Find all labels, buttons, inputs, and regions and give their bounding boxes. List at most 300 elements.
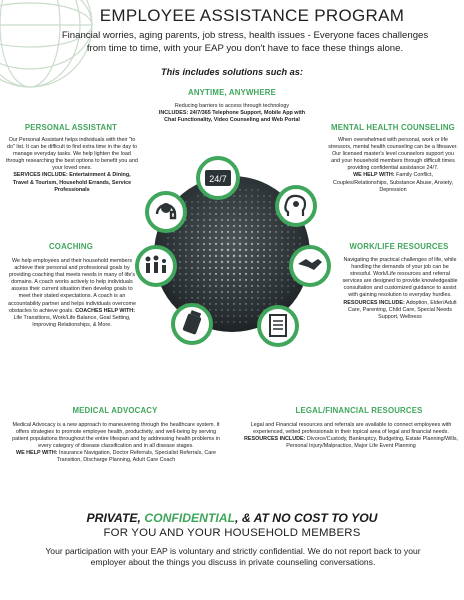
globe-dot — [209, 213, 211, 215]
worklife-title: WORK/LIFE RESOURCES — [349, 242, 449, 251]
family-icon — [137, 247, 175, 285]
globe-dot — [281, 279, 283, 281]
legal-body — [244, 422, 458, 450]
globe-dot — [221, 243, 224, 246]
globe-dot — [203, 255, 205, 257]
globe-dot — [269, 201, 270, 202]
globe-dot — [269, 255, 271, 257]
globe-dot — [257, 273, 259, 275]
globe-dot — [269, 261, 271, 263]
globe-dot — [197, 273, 199, 275]
globe-dot — [275, 231, 277, 233]
globe-dot — [257, 267, 259, 269]
globe-dot — [191, 267, 193, 269]
globe-dot — [185, 255, 187, 257]
globe-dot — [221, 261, 224, 264]
footer-private: PRIVATE — [86, 511, 138, 525]
globe-dot — [239, 261, 242, 264]
globe-dot — [281, 267, 283, 269]
coaching-title: COACHING — [48, 242, 94, 251]
globe-dot — [245, 315, 246, 316]
globe-dot — [233, 273, 235, 275]
globe-dot — [221, 231, 223, 233]
globe-dot — [191, 279, 193, 281]
globe-dot — [209, 285, 211, 287]
globe-dot — [263, 267, 265, 269]
globe-dot — [227, 315, 228, 316]
globe-dot — [173, 237, 174, 238]
globe-dot — [263, 291, 265, 293]
globe-dot — [221, 297, 223, 299]
globe-dot — [281, 249, 283, 251]
globe-dot — [281, 243, 283, 245]
globe-dot — [221, 321, 222, 322]
globe-dot — [209, 309, 210, 310]
globe-dot — [209, 201, 211, 203]
globe-dot — [233, 291, 235, 293]
globe-dot — [293, 237, 294, 238]
globe-dot — [227, 225, 229, 227]
globe-dot — [287, 285, 288, 286]
globe-dot — [191, 249, 193, 251]
globe-dot — [275, 261, 277, 263]
globe-dot — [233, 255, 236, 258]
headset-icon — [147, 193, 185, 231]
globe-dot — [197, 285, 199, 287]
globe-dot — [233, 231, 235, 233]
globe-dot — [185, 201, 186, 202]
page-title: EMPLOYEE ASSISTANCE PROGRAM — [99, 6, 405, 25]
globe-dot — [173, 249, 175, 251]
mental-help: Family Conflict, Couples/Relationships, Substance Abuse, Anxiety, Depression — [332, 172, 454, 193]
globe-dot — [269, 231, 271, 233]
globe-dot — [251, 249, 253, 251]
globe-dot — [251, 291, 253, 293]
footer-tagline — [0, 511, 464, 525]
globe-dot — [287, 267, 289, 269]
globe-dot — [221, 267, 224, 270]
solutions-heading: This includes solutions such as: — [161, 67, 303, 77]
globe-dot — [185, 297, 186, 298]
clock-24-7-icon — [198, 158, 238, 198]
globe-dot — [245, 195, 246, 196]
globe-dot — [251, 315, 252, 316]
globe-dot — [251, 207, 253, 209]
globe-dot — [173, 285, 174, 286]
globe-dot — [287, 231, 288, 232]
globe-dot — [203, 195, 204, 196]
globe-dot — [257, 243, 259, 245]
footer-sep2: , & — [235, 511, 254, 525]
globe-dot — [179, 279, 181, 281]
globe-dot — [245, 201, 247, 203]
globe-dot — [215, 267, 217, 269]
globe-dot — [257, 297, 259, 299]
globe-dot — [263, 219, 265, 221]
globe-dot — [251, 213, 253, 215]
globe-dot — [299, 237, 300, 238]
globe-dot — [251, 297, 253, 299]
globe-dot — [257, 231, 259, 233]
footer-no-cost: AT NO COST TO YOU — [253, 511, 378, 525]
globe-dot — [209, 255, 211, 257]
globe-dot — [245, 189, 246, 190]
globe-dot — [197, 255, 199, 257]
globe-dot — [251, 189, 252, 190]
globe-dot — [185, 243, 187, 245]
globe-dot — [239, 321, 240, 322]
globe-dot — [209, 219, 211, 221]
globe-dot — [221, 225, 223, 227]
footer-confidential: CONFIDENTIAL — [144, 511, 236, 525]
globe-dot — [173, 243, 174, 244]
medical-help: Insurance Navigation, Doctor Referrals, Specialist Referrals, Care Transition, Discharge Planning, Adult Care Coach — [56, 450, 217, 464]
globe-dot — [203, 249, 205, 251]
coaching-help-label: COACHES HELP WITH: — [75, 307, 136, 314]
anytime-includes-label: INCLUDES: — [158, 110, 189, 117]
globe-dot — [245, 309, 247, 311]
globe-dot — [239, 273, 241, 275]
personal-services-label: SERVICES INCLUDE: — [13, 172, 68, 179]
anytime-title: ANYTIME, ANYWHERE — [187, 88, 276, 97]
globe-dot — [239, 201, 241, 203]
globe-dot — [233, 249, 236, 252]
globe-dot — [221, 279, 223, 281]
globe-dot — [257, 237, 259, 239]
worklife-body — [340, 257, 460, 321]
globe-dot — [221, 303, 223, 305]
globe-dot — [239, 303, 241, 305]
globe-dot — [275, 225, 277, 227]
anytime-body-text: Reducing barriers to access through technology — [174, 103, 290, 109]
personal-body-text: Our Personal Assistant helps individuals with their "to do" list. It can be difficult to find extra time in the day to manage everyday tasks. We help lighten the load through researching the best options to benefit you and your loved ones. — [6, 137, 138, 172]
globe-dot — [233, 315, 234, 316]
globe-dot — [263, 285, 265, 287]
globe-dot — [179, 273, 181, 275]
globe-dot — [287, 273, 288, 274]
globe-dot — [173, 291, 174, 292]
globe-dot — [215, 201, 217, 203]
globe-dot — [269, 213, 271, 215]
globe-dot — [281, 237, 283, 239]
globe-dot — [251, 195, 252, 196]
globe-dot — [167, 243, 168, 244]
globe-dot — [287, 237, 289, 239]
globe-dot — [221, 201, 223, 203]
globe-dot — [281, 285, 282, 286]
globe-dot — [239, 207, 241, 209]
globe-dot — [209, 249, 211, 251]
globe-dot — [269, 243, 271, 245]
globe-dot — [191, 255, 193, 257]
globe-dot — [245, 243, 248, 246]
globe-dot — [293, 243, 294, 244]
document-icon — [259, 307, 297, 345]
globe-dot — [239, 195, 241, 197]
globe-dot — [191, 237, 193, 239]
globe-dot — [215, 213, 217, 215]
globe-dot — [203, 237, 205, 239]
globe-dot — [263, 225, 265, 227]
mental-body-text: When overwhelmed with personal, work or life stressors, mental health counseling can be a lifesaver. Our licensed master's level counselors support you and your household members through difficult times providing confidential assistance 24/7. — [328, 137, 458, 172]
globe-dot — [239, 315, 240, 316]
globe-dot — [257, 219, 259, 221]
globe-dot — [251, 267, 253, 269]
globe-dot — [233, 321, 234, 322]
globe-dot — [203, 213, 205, 215]
globe-dot — [257, 261, 259, 263]
globe-dot — [173, 279, 174, 280]
globe-dot — [245, 237, 247, 239]
globe-dot — [233, 207, 235, 209]
clock-text: 24/7 — [209, 174, 227, 184]
medical-body-text: Medical Advocacy is a new approach to maneuvering through the healthcare system. It offers strategies to promote employee health, productivity, and well-being by serving patient populations throughout the entire lifespan and by addressing health problems in every category of disease classification and in all disease stages. — [12, 422, 220, 450]
globe-dot — [257, 279, 259, 281]
personal-body — [6, 137, 138, 194]
globe-dot — [227, 267, 230, 270]
globe-dot — [197, 213, 199, 215]
globe-dot — [209, 279, 211, 281]
globe-dot — [203, 279, 205, 281]
globe-dot — [227, 285, 229, 287]
globe-dot — [251, 231, 253, 233]
globe-dot — [209, 231, 211, 233]
globe-dot — [197, 195, 198, 196]
globe-dot — [233, 219, 235, 221]
globe-dot — [239, 189, 240, 190]
globe-dot — [251, 273, 253, 275]
globe-dot — [203, 297, 205, 299]
globe-dot — [257, 285, 259, 287]
globe-dot — [293, 249, 294, 250]
globe-dot — [215, 261, 218, 264]
globe-dot — [245, 249, 248, 252]
globe-dot — [191, 243, 193, 245]
globe-dot — [257, 315, 258, 316]
globe-dot — [245, 213, 247, 215]
globe-dot — [251, 225, 253, 227]
globe-dot — [275, 291, 277, 293]
globe-dot — [233, 225, 235, 227]
globe-dot — [215, 255, 218, 258]
globe-dot — [221, 207, 223, 209]
globe-dot — [179, 267, 181, 269]
globe-dot — [179, 291, 180, 292]
globe-dot — [197, 201, 198, 202]
globe-dot — [263, 303, 264, 304]
globe-dot — [227, 237, 230, 240]
globe-dot — [185, 231, 187, 233]
globe-dot — [239, 237, 242, 240]
globe-dot — [245, 303, 247, 305]
globe-dot — [203, 243, 205, 245]
globe-dot — [203, 201, 204, 202]
globe-dot — [257, 195, 258, 196]
medical-help-label: WE HELP WITH: — [15, 450, 58, 457]
globe-dot — [215, 309, 217, 311]
globe-dot — [269, 285, 271, 287]
globe-dot — [215, 297, 217, 299]
globe-dot — [239, 219, 241, 221]
globe-dot — [257, 303, 259, 305]
globe-dot — [221, 309, 223, 311]
globe-dot — [203, 261, 205, 263]
globe-dot — [287, 279, 288, 280]
footer-sep1: , — [137, 511, 145, 525]
globe-dot — [215, 243, 218, 246]
globe-dot — [263, 207, 265, 209]
globe-dot — [227, 309, 229, 311]
globe-dot — [233, 309, 235, 311]
globe-dot — [203, 303, 205, 305]
globe-dot — [257, 309, 258, 310]
globe-dot — [191, 207, 192, 208]
globe-dot — [221, 273, 223, 275]
worklife-resources-label: RESOURCES INCLUDE: — [343, 299, 405, 306]
globe-dot — [227, 297, 229, 299]
globe-dot — [227, 249, 230, 252]
globe-dot — [245, 273, 247, 275]
globe-dot — [263, 297, 265, 299]
globe-dot — [239, 255, 242, 258]
globe-dot — [209, 261, 211, 263]
globe-dot — [239, 297, 241, 299]
globe-dot — [203, 285, 205, 287]
globe-dot — [233, 303, 235, 305]
globe-dot — [287, 243, 289, 245]
globe-dot — [257, 249, 259, 251]
footer-household: FOR YOU AND YOUR HOUSEHOLD MEMBERS — [103, 527, 361, 539]
globe-dot — [245, 267, 248, 270]
globe-dot — [239, 249, 242, 252]
globe-dot — [197, 231, 199, 233]
globe-dot — [227, 219, 229, 221]
globe-dot — [257, 213, 259, 215]
globe-dot — [191, 285, 193, 287]
globe-dot — [209, 237, 211, 239]
coaching-body — [6, 258, 138, 329]
globe-dot — [287, 291, 288, 292]
globe-dot — [203, 231, 205, 233]
globe-dot — [245, 261, 248, 264]
globe-dot — [179, 255, 181, 257]
globe-dot — [251, 309, 252, 310]
globe-dot — [233, 201, 235, 203]
globe-dot — [203, 267, 205, 269]
medical-bottle-icon — [173, 305, 211, 343]
globe-dot — [293, 285, 294, 286]
globe-dot — [203, 273, 205, 275]
globe-dot — [281, 273, 283, 275]
globe-dot — [281, 297, 282, 298]
globe-dot — [179, 285, 180, 286]
globe-dot — [221, 315, 222, 316]
globe-dot — [299, 243, 300, 244]
globe-dot — [209, 291, 211, 293]
globe-dot — [197, 279, 199, 281]
globe-dot — [263, 213, 265, 215]
globe-dot — [251, 237, 253, 239]
globe-dot — [269, 297, 271, 299]
globe-dot — [245, 279, 247, 281]
globe-dot — [185, 279, 187, 281]
globe-dot — [197, 243, 199, 245]
globe-dot — [185, 291, 186, 292]
globe-dot — [269, 207, 270, 208]
globe-dot — [191, 213, 193, 215]
globe-dot — [269, 237, 271, 239]
globe-dot — [179, 297, 180, 298]
globe-dot — [233, 285, 235, 287]
legal-resources: Divorce/Custody, Bankruptcy, Budgeting, Estate Planning/Wills, Personal Injury/Malpractice, Major Life Event Planning — [286, 436, 459, 450]
globe-dot — [287, 255, 289, 257]
globe-dot — [203, 291, 205, 293]
globe-dot — [215, 249, 218, 252]
globe-dot — [191, 291, 193, 293]
globe-dot — [263, 237, 265, 239]
globe-dot — [281, 261, 283, 263]
globe-dot — [245, 225, 247, 227]
globe-dot — [233, 279, 235, 281]
personal-title: PERSONAL ASSISTANT — [24, 123, 118, 132]
globe-dot — [245, 285, 247, 287]
globe-dot — [209, 273, 211, 275]
globe-dot — [251, 201, 253, 203]
globe-dot — [239, 309, 241, 311]
globe-dot — [269, 303, 270, 304]
globe-dot — [227, 243, 230, 246]
globe-dot — [233, 243, 236, 246]
globe-dot — [251, 243, 253, 245]
globe-dot — [221, 285, 223, 287]
globe-dot — [209, 225, 211, 227]
globe-dot — [239, 213, 241, 215]
globe-dot — [257, 291, 259, 293]
globe-dot — [263, 249, 265, 251]
globe-dot — [209, 267, 211, 269]
globe-dot — [227, 273, 229, 275]
globe-dot — [269, 273, 271, 275]
globe-dot — [203, 225, 205, 227]
globe-dot — [239, 291, 241, 293]
coaching-help: Life Transitions, Work/Life Balance, Goal Setting, Improving Relationships, & More. — [13, 314, 131, 328]
globe-dot — [239, 279, 241, 281]
globe-dot — [281, 255, 283, 257]
globe-dot — [239, 285, 241, 287]
globe-dot — [263, 201, 264, 202]
globe-dot — [185, 249, 187, 251]
globe-dot — [215, 321, 216, 322]
globe-dot — [257, 225, 259, 227]
globe-dot — [185, 273, 187, 275]
globe-dot — [245, 231, 247, 233]
footer-disclaimer: Your participation with your EAP is voluntary and strictly confidential. We do not report back to your employer about the things you discuss in private counseling conversations. — [45, 546, 421, 567]
globe-dot — [221, 213, 223, 215]
globe-dot — [197, 291, 199, 293]
globe-dot — [227, 207, 229, 209]
globe-dot — [215, 315, 216, 316]
medical-title: MEDICAL ADVOCACY — [72, 406, 158, 415]
globe-dot — [227, 321, 228, 322]
globe-dot — [197, 261, 199, 263]
globe-dot — [191, 219, 193, 221]
globe-dot — [233, 195, 235, 197]
globe-dot — [209, 243, 211, 245]
globe-dot — [245, 255, 248, 258]
globe-dot — [191, 297, 192, 298]
globe-dot — [227, 231, 229, 233]
globe-dot — [197, 237, 199, 239]
